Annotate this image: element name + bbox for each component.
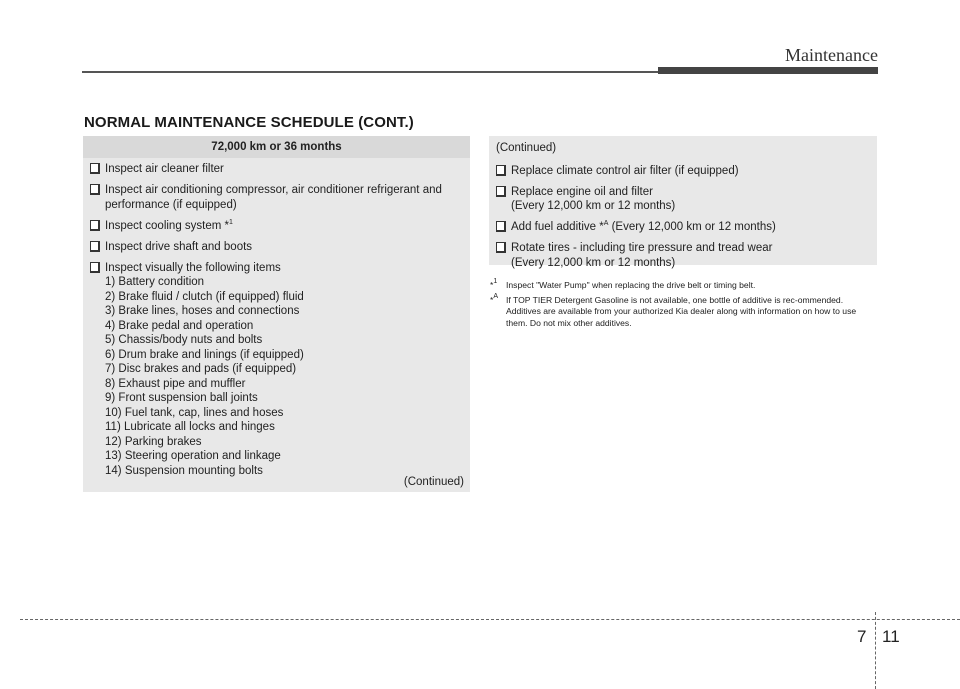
panel-body-right — [489, 136, 877, 270]
list-item: 8) Exhaust pipe and muffler — [105, 377, 246, 390]
item-text: Inspect cooling system * — [105, 219, 230, 232]
checkbox-icon — [496, 242, 506, 253]
schedule-panel-left — [83, 136, 470, 492]
page-number: 11 — [882, 627, 900, 646]
schedule-panel-right — [489, 136, 877, 269]
check-item — [496, 185, 871, 214]
item-subtext: (Every 12,000 km or 12 months) — [511, 256, 676, 269]
item-subtext: (Every 12,000 km or 12 months) — [511, 200, 676, 212]
check-item — [90, 219, 464, 234]
list-item: 11) Lubricate all locks and hinges — [105, 421, 275, 433]
check-item — [90, 162, 464, 177]
check-item — [496, 241, 871, 270]
list-item: 5) Chassis/body nuts and bolts — [105, 334, 263, 346]
footnote — [490, 280, 876, 292]
list-item: 1) Battery condition — [105, 276, 205, 288]
item-text: Replace engine oil and filter — [511, 185, 653, 198]
footnote — [490, 292, 876, 330]
item-text: Add fuel additive * — [511, 221, 604, 233]
list-item: 4) Brake pedal and operation — [105, 319, 254, 332]
footnote-ref: A — [603, 220, 609, 227]
checkbox-icon — [90, 262, 100, 273]
checkbox-icon — [90, 241, 100, 252]
list-item: 6) Drum brake and linings (if equipped) — [105, 348, 304, 361]
section-title: Maintenance — [785, 45, 878, 65]
continued-label: (Continued) — [496, 142, 557, 154]
checkbox-icon — [496, 221, 506, 232]
header-rule-thick — [658, 67, 878, 74]
list-item: 12) Parking brakes — [105, 435, 202, 448]
page-number-divider — [875, 612, 876, 689]
list-item: 10) Fuel tank, cap, lines and hoses — [105, 406, 284, 419]
check-item — [90, 240, 464, 255]
panel-header: 72,000 km or 36 months — [83, 136, 470, 158]
item-text: Rotate tires - including tire pressure and tread wear — [511, 242, 773, 254]
item-text: Inspect drive shaft and boots — [105, 240, 253, 253]
checkbox-icon — [496, 186, 506, 197]
item-text: Inspect air cleaner filter — [105, 163, 224, 175]
footnote-mark: *$^A$ — [490, 292, 499, 305]
footnotes — [490, 280, 876, 332]
checkbox-icon — [496, 165, 506, 176]
chapter-number: 7 — [857, 627, 867, 646]
check-item — [496, 220, 871, 235]
item-text: Inspect visually the following items — [105, 261, 281, 274]
list-item: 9) Front suspension ball joints — [105, 392, 258, 404]
list-item: 2) Brake fluid / clutch (if equipped) fluid — [105, 290, 304, 303]
check-item — [90, 261, 464, 479]
header-rule-thin — [82, 71, 660, 73]
checkbox-icon — [90, 184, 100, 195]
inspection-list — [105, 275, 464, 478]
item-text: Replace climate control air filter (if equipped) — [511, 164, 739, 177]
list-item: 14) Suspension mounting bolts — [105, 464, 263, 477]
footnote-mark: *$^1$ — [490, 278, 498, 290]
page-heading: NORMAL MAINTENANCE SCHEDULE (CONT.) — [84, 114, 414, 131]
check-item — [496, 164, 871, 179]
footnote-text: Inspect "Water Pump" when replacing the drive belt or timing belt. — [506, 280, 756, 290]
item-text: (Every 12,000 km or 12 months) — [608, 221, 776, 233]
list-item: 3) Brake lines, hoses and connections — [105, 305, 300, 317]
item-subtext: performance (if equipped) — [105, 198, 237, 211]
footer-rule — [20, 619, 960, 620]
list-item: 13) Steering operation and linkage — [105, 450, 281, 462]
list-item: 7) Disc brakes and pads (if equipped) — [105, 363, 297, 375]
panel-body-left — [83, 158, 470, 478]
checkbox-icon — [90, 163, 100, 174]
checkbox-icon — [90, 220, 100, 231]
footnote-ref: 1 — [229, 218, 233, 226]
footnote-text: If TOP TIER Detergent Gasoline is not available, one bottle of additive is rec-ommended. Additives are available from your authorized Kia dealer along with information on how to use them. Do not mix other additives. — [506, 294, 857, 328]
continued-label: (Continued) — [403, 476, 464, 488]
check-item — [90, 183, 464, 212]
item-text: Inspect air conditioning compressor, air conditioner refrigerant and — [105, 184, 442, 196]
